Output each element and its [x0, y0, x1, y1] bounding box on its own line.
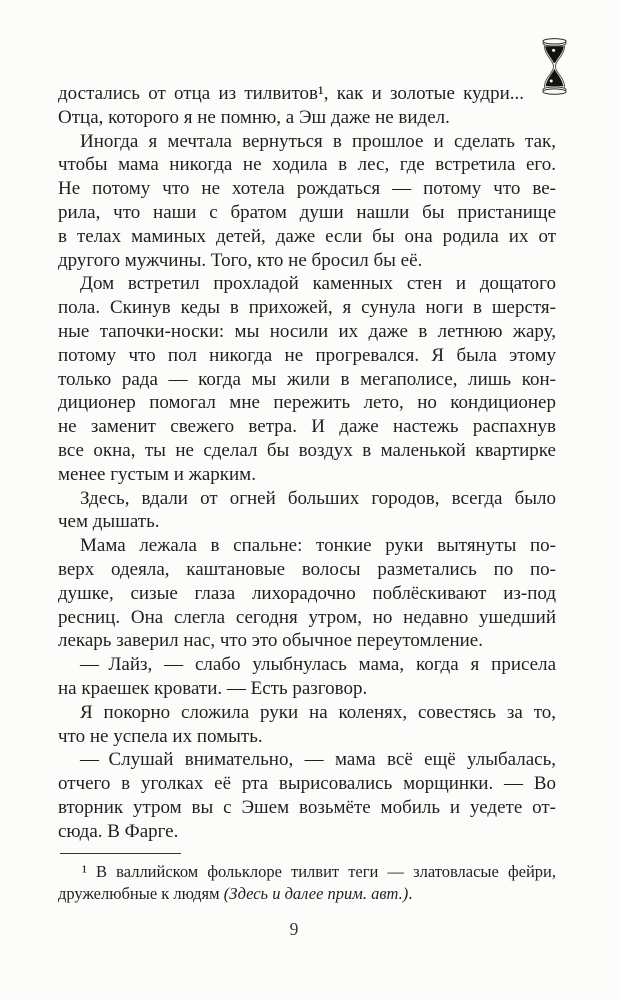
text-line: Иногда я мечтала вернуться в прошлое и сделать так,	[80, 130, 556, 152]
text-line: Я покорно сложила руки на коленях, совестясь за то,	[80, 701, 556, 723]
paragraph	[58, 701, 556, 749]
text-line: рила, что наши с братом души нашли бы пристанище	[58, 201, 556, 223]
paragraph-dialogue	[58, 748, 556, 843]
text-line: не заменит свежего ветра. И даже настежь распахнув	[58, 416, 556, 438]
text-line: вторник утром вы с Эшем возьмёте мобиль и уедете от-	[58, 796, 556, 818]
text-line: достались от отца из тилвитов¹, как и золотые кудри...	[58, 83, 524, 104]
page-text	[58, 82, 556, 941]
text-line: в телах маминых детей, даже если бы она родила их от	[58, 225, 556, 247]
text-line: Дом встретил прохладой каменных стен и дощатого	[80, 273, 556, 295]
paragraph	[58, 82, 556, 130]
text-line: на краешек кровати. — Есть разговор.	[58, 677, 368, 699]
footnote-line: ¹ В валлийском фольклоре тилвит теги — златовласые фейри,	[82, 861, 556, 881]
paragraph	[58, 534, 556, 653]
text-line: Отца, которого я не помню, а Эш даже не видел.	[58, 106, 450, 128]
text-line: Здесь, вдали от огней больших городов, всегда было	[80, 487, 556, 509]
text-line: менее густым и жарким.	[58, 463, 256, 485]
text-line: чтобы мама никогда не ходила в лес, где встретила его.	[58, 154, 556, 176]
text-line: все окна, ты не сделал бы воздух в маленькой квартирке	[58, 439, 556, 461]
text-line: только рада — когда мы жили в мегаполисе, лишь кон-	[58, 368, 556, 390]
text-line: другого мужчины. Того, кто не бросил бы её.	[58, 249, 423, 271]
text-line: пола. Скинув кеды в прихожей, я сунула ноги в шерстя-	[58, 297, 556, 319]
text-line: душке, сизые глаза лихорадочно поблёскивают из-под	[58, 582, 556, 604]
text-line: Не потому что не хотела рождаться — потому что ве-	[58, 178, 556, 200]
text-line: Мама лежала в спальне: тонкие руки вытянуты по-	[80, 535, 556, 557]
text-line: ные тапочки-носки: мы носили их даже в летнюю жару,	[58, 320, 556, 342]
text-line: чем дышать.	[58, 511, 160, 533]
text-line: что не успела их помыть.	[58, 725, 263, 747]
footnote-divider	[60, 853, 181, 854]
paragraph	[58, 272, 556, 486]
text-line: верх одеяла, каштановые волосы разметались по по-	[58, 558, 556, 580]
footnote	[58, 853, 556, 905]
page-number: 9	[289, 918, 299, 939]
footnote-line	[58, 883, 556, 905]
paragraph-dialogue	[58, 653, 556, 701]
paragraph	[58, 130, 556, 273]
footnote-period: .	[408, 883, 413, 903]
text-line: отчего в уголках её рта вырисовались морщинки. — Во	[58, 773, 556, 795]
text-line: потому что пол никогда не прогревался. Я была этому	[58, 344, 556, 366]
text-line: сюда. В Фарге.	[58, 820, 179, 842]
paragraph	[58, 487, 556, 535]
text-line: лекарь заверил нас, что это обычное переутомление.	[58, 630, 483, 652]
icon-text-wrap-spacer	[524, 82, 556, 94]
footnote-text: дружелюбные к людям	[58, 883, 224, 903]
text-line: ресниц. Она слегла сегодня утром, но недавно ушедший	[58, 606, 556, 628]
footnote-author-note: (Здесь и далее прим. авт.)	[223, 883, 409, 903]
text-line: диционер помогал мне пережить лето, но кондиционер	[58, 392, 556, 414]
text-line: — Лайз, — слабо улыбнулась мама, когда я присела	[80, 654, 556, 676]
text-line: — Слушай внимательно, — мама всё ещё улыбалась,	[80, 749, 556, 771]
